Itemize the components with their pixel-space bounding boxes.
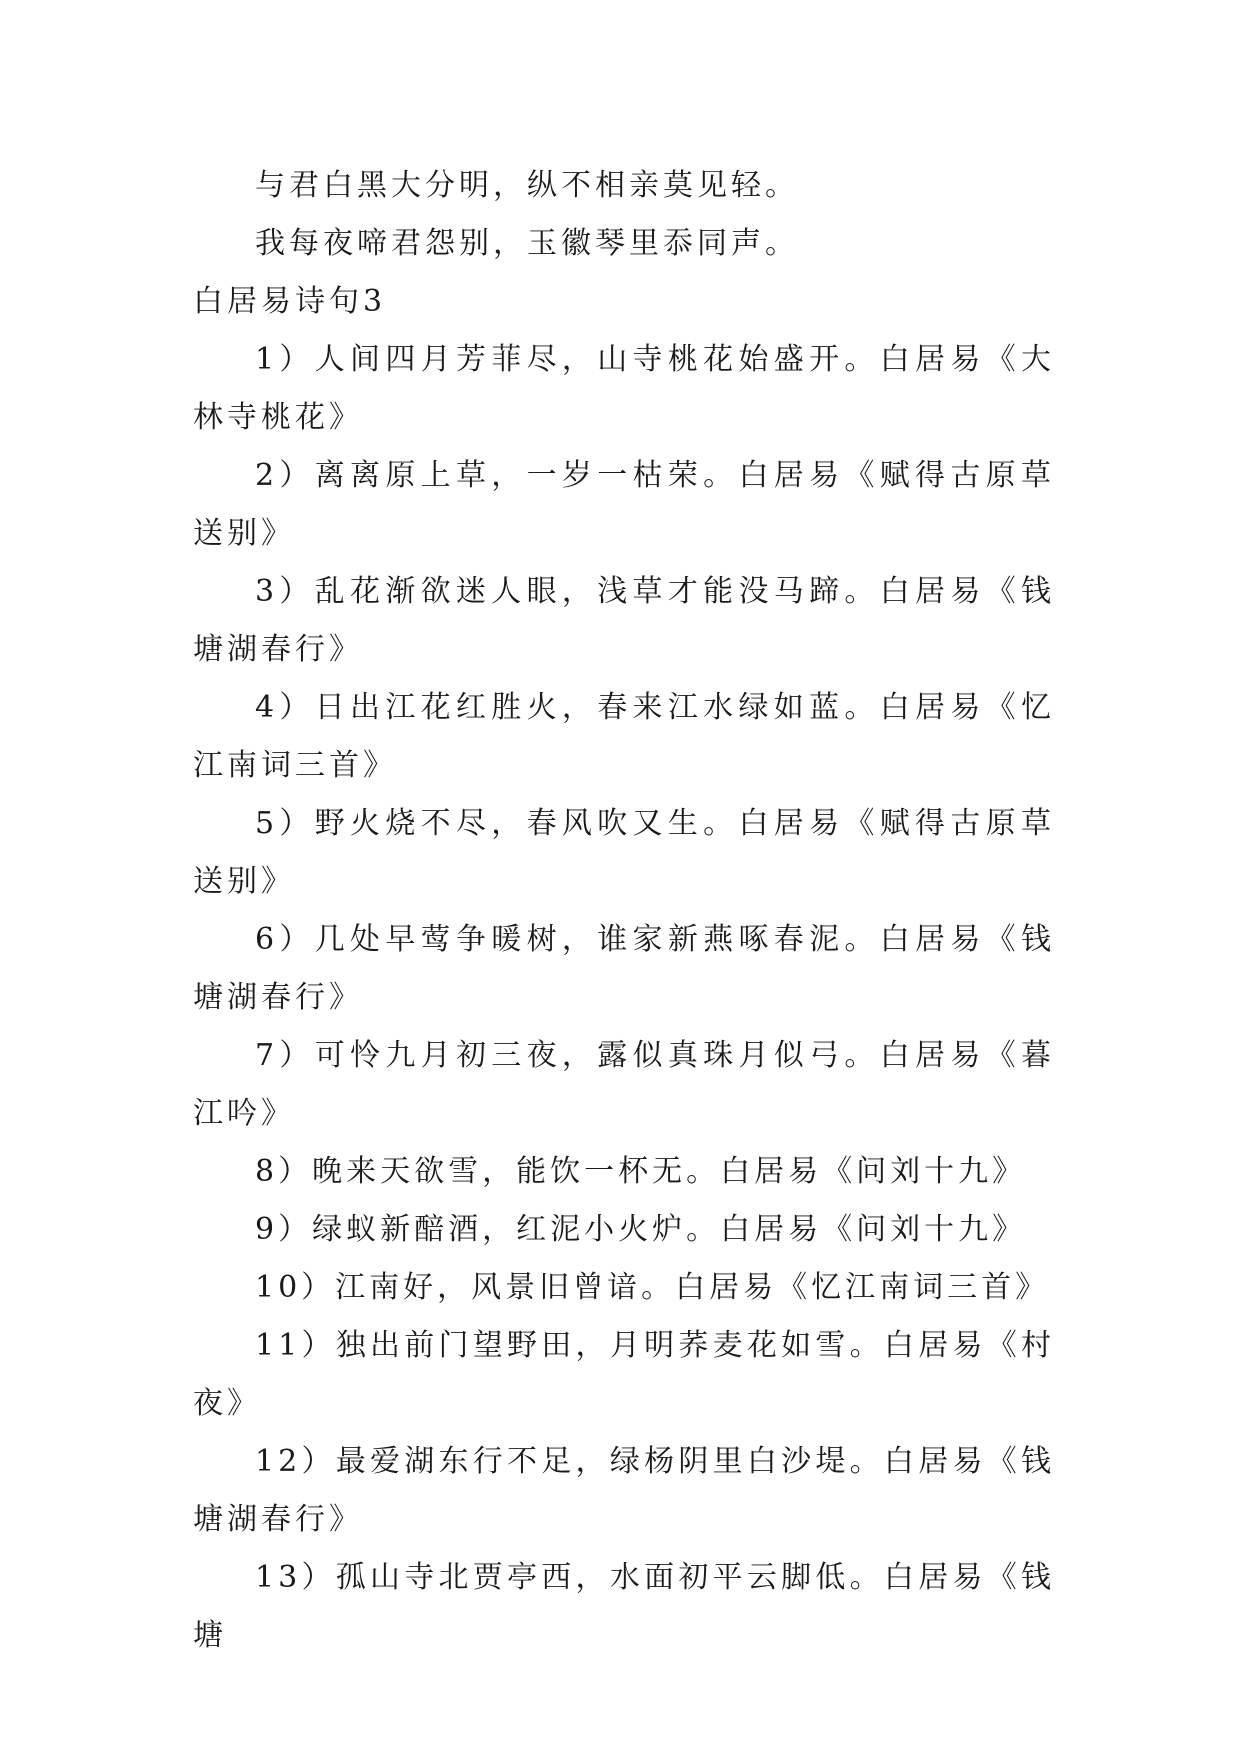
poem-item: 10）江南好，风景旧曾谙。白居易《忆江南词三首》 (255, 1270, 1050, 1305)
poem-item: 5）野火烧不尽，春风吹又生。白居易《赋得古原草送别》 (193, 806, 1055, 899)
poem-item: 2）离离原上草，一岁一枯荣。白居易《赋得古原草送别》 (193, 458, 1055, 551)
poem-item: 1）人间四月芳菲尽，山寺桃花始盛开。白居易《大林寺桃花》 (193, 342, 1055, 435)
poem-item: 8）晚来天欲雪，能饮一杯无。白居易《问刘十九》 (255, 1154, 1027, 1189)
poem-item: 11）独出前门望野田，月明荞麦花如雪。白居易《村夜》 (193, 1328, 1055, 1421)
poem-item: 12）最爱湖东行不足，绿杨阴里白沙堤。白居易《钱塘湖春行》 (193, 1444, 1055, 1537)
poem-item: 9）绿蚁新醅酒，红泥小火炉。白居易《问刘十九》 (255, 1212, 1027, 1247)
poem-item: 4）日出江花红胜火，春来江水绿如蓝。白居易《忆江南词三首》 (193, 690, 1055, 783)
poem-item: 6）几处早莺争暖树，谁家新燕啄春泥。白居易《钱塘湖春行》 (193, 922, 1055, 1015)
document-body (193, 157, 1055, 1665)
poem-item: 13）孤山寺北贾亭西，水面初平云脚低。白居易《钱塘 (193, 1560, 1055, 1653)
intro-line: 我每夜啼君怨别，玉徽琴里忝同声。 (255, 226, 799, 261)
intro-line: 与君白黑大分明，纵不相亲莫见轻。 (255, 168, 799, 203)
poem-item: 7）可怜九月初三夜，露似真珠月似弓。白居易《暮江吟》 (193, 1038, 1055, 1131)
poem-item: 3）乱花渐欲迷人眼，浅草才能没马蹄。白居易《钱塘湖春行》 (193, 574, 1055, 667)
section-title: 白居易诗句3 (193, 284, 387, 319)
